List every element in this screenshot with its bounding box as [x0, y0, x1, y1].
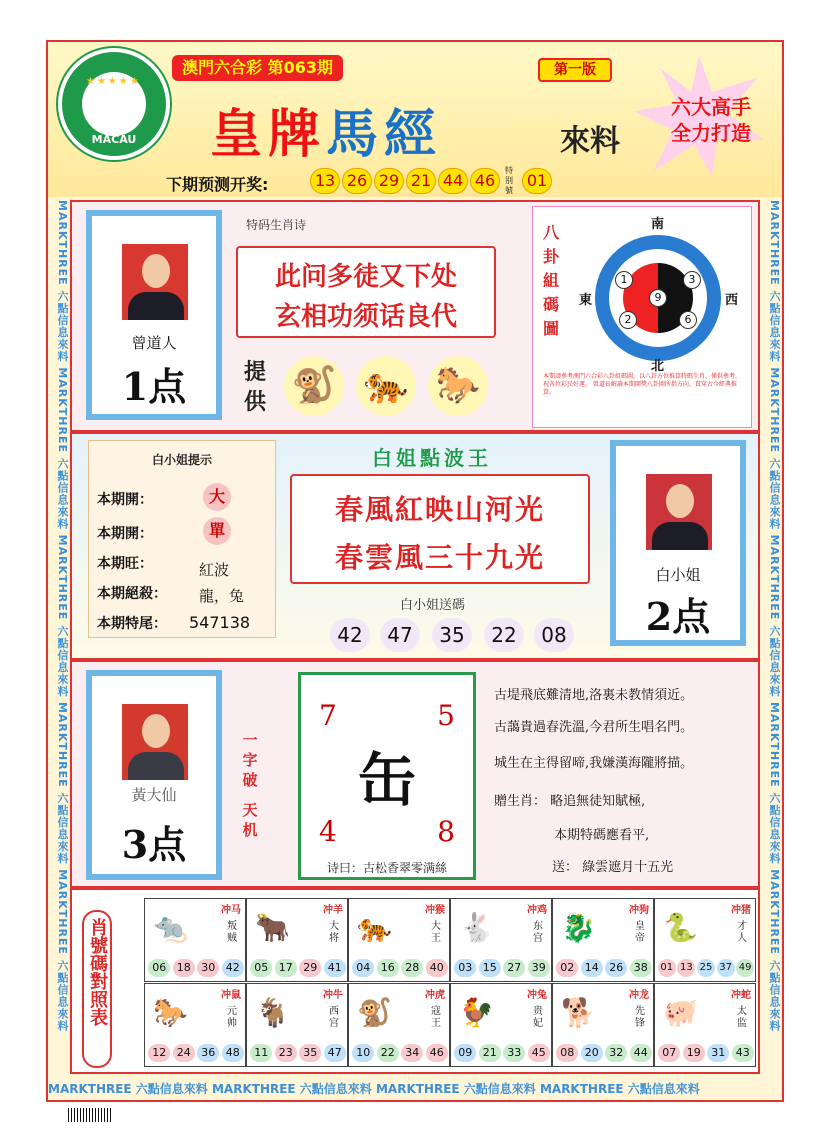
zodiac-number: 11: [250, 1044, 272, 1062]
zodiac-cell: [552, 983, 654, 1067]
tip-value-tail: 547138: [189, 613, 251, 632]
zodiac-role-name: 西宫: [329, 1006, 339, 1029]
verse-line: 本期特碼應看平,: [554, 828, 650, 843]
zodiac-role-name: 寇王: [431, 1006, 441, 1029]
zodiac-conflict-tag: 冲马: [221, 905, 241, 916]
zodiac-number: 44: [630, 1044, 652, 1062]
predict-ball: 29: [374, 168, 404, 194]
zodiac-animal-icon: 🐅: [357, 911, 392, 944]
star-text: [656, 94, 766, 146]
tip-value-odd: 單: [203, 517, 231, 545]
verse-line: 古藹貴過春洗溫,今君所生唱名門。: [494, 720, 694, 735]
zodiac-role-name: 先锋: [635, 1006, 645, 1029]
zodiac-conflict-tag: 冲狗: [629, 905, 649, 916]
tip-value-size: 大: [203, 483, 231, 511]
wave-title: 白姐點波王: [372, 446, 492, 470]
verse-line: 城生在主得留啼,我嫌漢海隴將描。: [494, 756, 694, 771]
zodiac-number-row: [351, 1044, 449, 1062]
predict-ball: 46: [470, 168, 500, 194]
zodiac-animal-icon: 🐇: [459, 911, 494, 944]
zodiac-number: 40: [426, 959, 448, 977]
zodiac-number: 01: [658, 959, 676, 977]
zodiac-cell: [348, 898, 450, 982]
dir-west: 西: [725, 293, 739, 308]
zodiac-number: 48: [222, 1044, 244, 1062]
star-line2: 全力打造: [671, 121, 751, 145]
zodiac-animal-icon: 🐎: [153, 996, 188, 1029]
face-icon: [666, 484, 694, 518]
zodiac-number: 18: [173, 959, 195, 977]
zodiac-animal-icon: 🐕: [561, 996, 596, 1029]
special-ball: 01: [522, 168, 552, 194]
bagua-number: 6: [679, 311, 697, 329]
person-name: 曾道人: [131, 334, 177, 352]
poem-caption: 特码生肖诗: [246, 218, 307, 232]
zodiac-number: 15: [479, 959, 501, 977]
zodiac-number: 21: [479, 1044, 501, 1062]
send-number: 47: [380, 618, 420, 652]
horse-icon: 🐎: [428, 356, 488, 416]
zodiac-conflict-tag: 冲牛: [323, 990, 343, 1001]
zodiac-number: 37: [717, 959, 735, 977]
zodiac-conflict-tag: 冲鼠: [221, 990, 241, 1001]
zodiac-animal-icon: 🐍: [663, 911, 698, 944]
zodiac-number: 28: [401, 959, 423, 977]
zodiac-cell: [144, 898, 246, 982]
zodiac-conflict-tag: 冲龙: [629, 990, 649, 1001]
zodiac-number: 20: [581, 1044, 603, 1062]
zodiac-cell: [450, 983, 552, 1067]
bottom-strip: MARKTHREE 六點信息來料 MARKTHREE 六點信息來料 MARKTHREE 六點信息來料 MARKTHREE 六點信息來料: [48, 1082, 700, 1096]
bagua-wheel-icon: [595, 235, 721, 361]
zodiac-number: 14: [581, 959, 603, 977]
zodiac-role-name: 叛贼: [227, 921, 237, 944]
zodiac-animal-icon: 🐀: [153, 911, 188, 944]
tip-label: 本期特尾：: [97, 616, 167, 632]
zodiac-number-row: [351, 959, 449, 977]
zodiac-number: 33: [503, 1044, 525, 1062]
provide-label: 提供: [244, 360, 267, 415]
vertical-line1: 一字破: [242, 731, 258, 789]
corner-number: 4: [319, 815, 337, 848]
predict-ball: 13: [310, 168, 340, 194]
macau-emblem-logo: [58, 48, 170, 160]
zodiac-number-row: [249, 959, 347, 977]
zodiac-number: 27: [503, 959, 525, 977]
zodiac-role-name: 皇帝: [635, 921, 645, 944]
zodiac-conflict-tag: 冲羊: [323, 905, 343, 916]
tip-label: 本期開：: [97, 492, 153, 508]
center-char: 缶: [357, 746, 416, 814]
logo-text: MACAU: [91, 133, 137, 146]
stars-icon: ★★★★★: [86, 76, 141, 87]
one-char-card: [298, 672, 476, 880]
bagua-panel: [532, 206, 752, 428]
vertical-line2: 天机: [242, 801, 258, 839]
zodiac-title-text: 肖號碼對照表: [87, 918, 108, 1026]
zodiac-cell: [246, 898, 348, 982]
side-strip-right: MARKTHREE 六點信息來料 MARKTHREE 六點信息來料 MARKTHREE 六點信息來料 MARKTHREE 六點信息來料 MARKTHREE 六點信息來料: [768, 200, 781, 1032]
person-photo: [122, 244, 188, 320]
zodiac-number: 22: [377, 1044, 399, 1062]
zodiac-cell: [144, 983, 246, 1067]
face-icon: [142, 254, 170, 288]
tips-title: 白小姐提示: [151, 453, 212, 467]
send-number: 08: [534, 618, 574, 652]
portrait-card-1: [86, 210, 222, 420]
zodiac-number-row: [147, 1044, 245, 1062]
bagua-title: 八卦組碼圖: [542, 223, 559, 338]
zodiac-role-name: 贵妃: [533, 1006, 543, 1029]
zodiac-table-title: [82, 910, 112, 1068]
zodiac-number: 43: [732, 1044, 754, 1062]
person-photo: [122, 704, 188, 780]
barcode-icon: [68, 1108, 112, 1122]
tip-value-kill: 龍，兔: [199, 587, 245, 605]
poem-line1: 春風紅映山河光: [334, 493, 545, 526]
edition-badge: 第一版: [538, 58, 612, 82]
zodiac-conflict-tag: 冲猴: [425, 905, 445, 916]
corner-number: 5: [437, 699, 455, 732]
zodiac-conflict-tag: 冲虎: [425, 990, 445, 1001]
zodiac-number: 04: [352, 959, 374, 977]
zodiac-number: 17: [275, 959, 297, 977]
predict-ball: 44: [438, 168, 468, 194]
side-strip-left: MARKTHREE 六點信息來料 MARKTHREE 六點信息來料 MARKTHREE 六點信息來料 MARKTHREE 六點信息來料 MARKTHREE 六點信息來料: [56, 200, 69, 1032]
tip-label: 本期旺：: [97, 556, 153, 572]
card-caption: 诗曰：古松香翠零满絲: [326, 861, 447, 875]
tip-label: 本期絕殺：: [97, 586, 167, 602]
zodiac-number-row: [453, 1044, 551, 1062]
title-part2: 馬經: [326, 104, 443, 165]
zodiac-number: 02: [556, 959, 578, 977]
portrait-card-2: [610, 440, 746, 646]
title-part1: 皇牌: [210, 104, 327, 165]
laisuo-label: 來料: [560, 124, 620, 159]
person-score: 1点: [121, 364, 187, 409]
person-score: 2点: [645, 594, 711, 639]
zodiac-number: 32: [605, 1044, 627, 1062]
zodiac-number: 49: [736, 959, 754, 977]
poem-line2: 玄相功须话良代: [274, 302, 457, 332]
suit-icon: [128, 292, 184, 320]
corner-number: 7: [319, 699, 337, 732]
zodiac-number: 25: [697, 959, 715, 977]
issue-tag: 澳門六合彩 第063期: [172, 55, 343, 81]
zodiac-number: 29: [299, 959, 321, 977]
zodiac-number-row: [555, 1044, 653, 1062]
suit-icon: [128, 752, 184, 780]
zodiac-number: 34: [401, 1044, 423, 1062]
send-number: 35: [432, 618, 472, 652]
verse-line: 贈生肖： 略追無徒知賦極,: [494, 794, 646, 809]
zodiac-conflict-tag: 冲鸡: [527, 905, 547, 916]
zodiac-number: 07: [658, 1044, 680, 1062]
zodiac-number: 08: [556, 1044, 578, 1062]
bagua-note: 本期請參考澳門六合彩八卦組碼圖，以八卦方位推算特碼生肖，僅供參考，祝各位彩民好運。 曾道長解讀本期開獎八卦圖所指方向，貫穿古今經典推算。: [543, 373, 742, 396]
zodiac-animal-icon: 🐐: [255, 996, 290, 1029]
zodiac-number: 10: [352, 1044, 374, 1062]
predict-ball: 21: [406, 168, 436, 194]
verse-line: 送： 綠雲遮月十五光: [552, 860, 674, 875]
zodiac-number: 12: [148, 1044, 170, 1062]
person-name: 白小姐: [655, 566, 701, 584]
zodiac-role-name: 东宫: [533, 921, 543, 944]
zodiac-number: 45: [528, 1044, 550, 1062]
poem-line1: 此问多徒又下处: [274, 262, 457, 292]
zodiac-number: 41: [324, 959, 346, 977]
monkey-icon: 🐒: [284, 356, 344, 416]
predict-ball: 26: [342, 168, 372, 194]
send-number: 22: [484, 618, 524, 652]
poem-box-2: [290, 474, 590, 584]
person-name: 黃大仙: [131, 786, 177, 804]
poem-line2: 春雲風三十九光: [334, 541, 545, 574]
zodiac-role-name: 元帅: [227, 1006, 237, 1029]
poem-box-1: [236, 246, 496, 338]
zodiac-number: 38: [630, 959, 652, 977]
bagua-number: 9: [649, 289, 667, 307]
zodiac-role-name: 大将: [329, 921, 339, 944]
tip-label: 本期開：: [97, 526, 153, 542]
bagua-number: 2: [619, 311, 637, 329]
special-label: 特别號: [505, 166, 513, 195]
zodiac-number: 23: [275, 1044, 297, 1062]
zodiac-animal-icon: 🐂: [255, 911, 290, 944]
zodiac-number-row: [147, 959, 245, 977]
tips-panel: [88, 440, 276, 638]
page-title: [210, 92, 442, 167]
zodiac-number: 35: [299, 1044, 321, 1062]
portrait-card-3: [86, 670, 222, 880]
zodiac-role-name: 太监: [737, 1006, 747, 1029]
zodiac-number: 09: [454, 1044, 476, 1062]
send-caption: 白小姐送碼: [400, 598, 466, 613]
zodiac-number-row: [249, 1044, 347, 1062]
corner-number: 8: [437, 815, 455, 848]
zodiac-conflict-tag: 冲蛇: [731, 990, 751, 1001]
zodiac-number: 05: [250, 959, 272, 977]
zodiac-animal-icon: 🐒: [357, 996, 392, 1029]
zodiac-number-row: [555, 959, 653, 977]
zodiac-animal-icon: 🐖: [663, 996, 698, 1029]
zodiac-number-row: [657, 959, 755, 977]
person-score: 3点: [121, 822, 187, 867]
predict-label: 下期预测开奖:: [166, 175, 269, 194]
zodiac-number: 42: [222, 959, 244, 977]
zodiac-cell: [654, 983, 756, 1067]
zodiac-number: 46: [426, 1044, 448, 1062]
zodiac-role-name: 大王: [431, 921, 441, 944]
zodiac-number-row: [453, 959, 551, 977]
person-photo: [646, 474, 712, 550]
zodiac-role-name: 才人: [737, 921, 747, 944]
zodiac-cell: [450, 898, 552, 982]
zodiac-number: 06: [148, 959, 170, 977]
zodiac-cell: [654, 898, 756, 982]
star-line1: 六大高手: [671, 95, 751, 119]
zodiac-animal-icon: 🐓: [459, 996, 494, 1029]
dir-north: 北: [651, 359, 665, 374]
bagua-number: 1: [615, 271, 633, 289]
zodiac-number: 30: [197, 959, 219, 977]
face-icon: [142, 714, 170, 748]
zodiac-number: 26: [605, 959, 627, 977]
dir-south: 南: [651, 217, 665, 232]
zodiac-cell: [348, 983, 450, 1067]
zodiac-number: 24: [173, 1044, 195, 1062]
zodiac-conflict-tag: 冲猪: [731, 905, 751, 916]
zodiac-number-row: [657, 1044, 755, 1062]
zodiac-conflict-tag: 冲兔: [527, 990, 547, 1001]
zodiac-cell: [246, 983, 348, 1067]
zodiac-number: 19: [683, 1044, 705, 1062]
zodiac-number: 13: [677, 959, 695, 977]
dir-east: 東: [579, 293, 593, 308]
zodiac-number: 16: [377, 959, 399, 977]
send-number: 42: [330, 618, 370, 652]
zodiac-number: 03: [454, 959, 476, 977]
suit-icon: [652, 522, 708, 550]
zodiac-number: 39: [528, 959, 550, 977]
verse-line: 古堤飛底難清地,洛裏未教情須近。: [494, 688, 694, 703]
zodiac-number: 36: [197, 1044, 219, 1062]
zodiac-number: 31: [707, 1044, 729, 1062]
bagua-number: 3: [683, 271, 701, 289]
tip-value-wave: 紅波: [199, 561, 230, 579]
zodiac-animal-icon: 🐉: [561, 911, 596, 944]
zodiac-number: 47: [324, 1044, 346, 1062]
tiger-icon: 🐅: [356, 356, 416, 416]
zodiac-cell: [552, 898, 654, 982]
